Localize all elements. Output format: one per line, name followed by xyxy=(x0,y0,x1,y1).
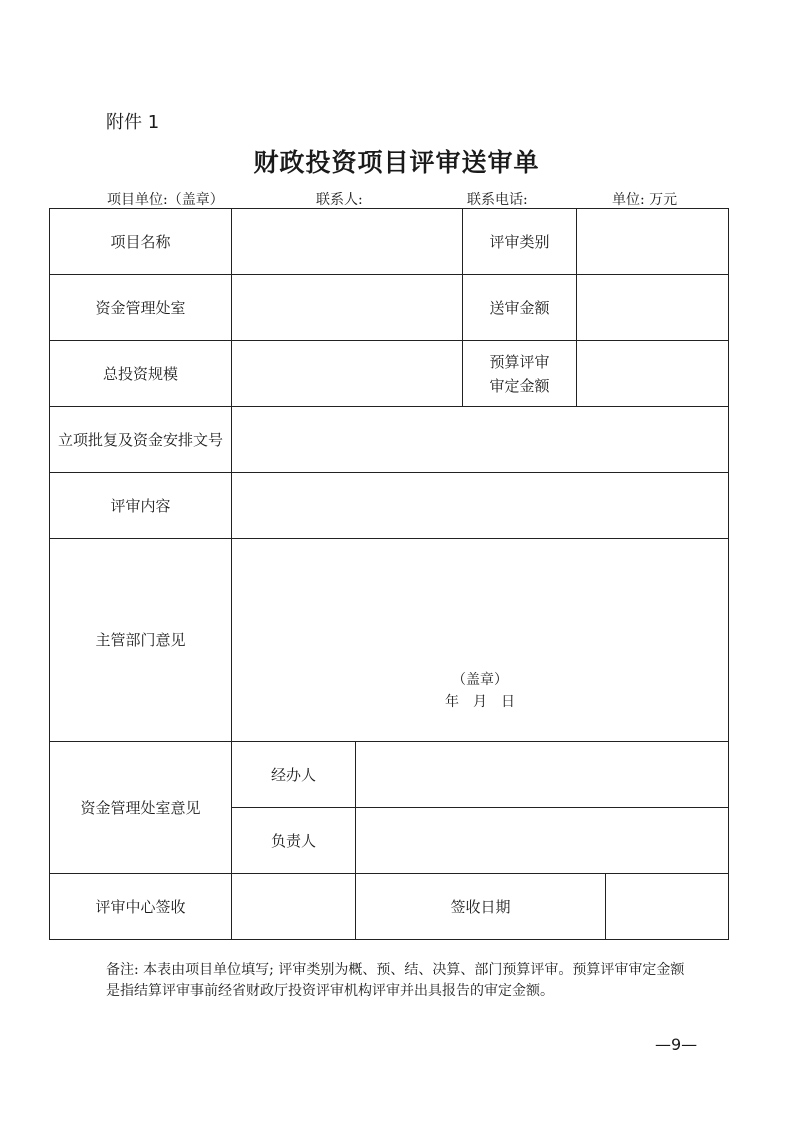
form-row xyxy=(50,742,729,808)
handler-label: 经办人 xyxy=(232,742,356,808)
fund-office-label: 资金管理处室 xyxy=(50,275,232,341)
responsible-label: 负责人 xyxy=(232,808,356,874)
center-sign-label: 评审中心签收 xyxy=(50,874,232,940)
form-row xyxy=(50,275,729,341)
form-row xyxy=(50,407,729,473)
handler-field[interactable] xyxy=(356,742,729,808)
fund-office-opinion-label: 资金管理处室意见 xyxy=(50,742,232,874)
page-number: —9— xyxy=(655,1035,698,1054)
project-name-label: 项目名称 xyxy=(50,209,232,275)
review-content-field[interactable] xyxy=(232,473,729,539)
total-investment-label: 总投资规模 xyxy=(50,341,232,407)
attachment-label: 附件 1 xyxy=(106,112,160,133)
approval-doc-label: 立项批复及资金安排文号 xyxy=(50,407,232,473)
total-investment-field[interactable] xyxy=(232,341,463,407)
date-label: 年 月 日 xyxy=(445,694,515,710)
responsible-field[interactable] xyxy=(356,808,729,874)
budget-review-amount-label xyxy=(463,341,577,407)
fund-office-field[interactable] xyxy=(232,275,463,341)
sign-date-label: 签收日期 xyxy=(356,874,606,940)
sign-date-field[interactable] xyxy=(606,874,729,940)
review-category-label: 评审类别 xyxy=(463,209,577,275)
budget-review-line1: 预算评审 xyxy=(489,352,550,371)
review-content-label: 评审内容 xyxy=(50,473,232,539)
form-row xyxy=(50,473,729,539)
submitted-amount-label: 送审金额 xyxy=(463,275,577,341)
page-title: 财政投资项目评审送审单 xyxy=(253,148,540,177)
review-submission-form xyxy=(49,208,729,940)
footnote: 备注: 本表由项目单位填写; 评审类别为概、预、结、决算、部门预算评审。预算评审审定金额是指结算评审事前经省财政厅投资评审机构评审并出具报告的审定金额。 xyxy=(106,962,685,999)
center-sign-field[interactable] xyxy=(232,874,356,940)
review-category-field[interactable] xyxy=(577,209,729,275)
currency-unit-label: 单位: 万元 xyxy=(612,192,678,208)
submitted-amount-field[interactable] xyxy=(577,275,729,341)
dept-opinion-label: 主管部门意见 xyxy=(50,539,232,742)
form-row xyxy=(50,874,729,940)
form-row xyxy=(50,539,729,742)
approval-doc-field[interactable] xyxy=(232,407,729,473)
project-name-field[interactable] xyxy=(232,209,463,275)
budget-review-line2: 审定金额 xyxy=(489,376,550,395)
dept-opinion-field[interactable] xyxy=(232,539,729,742)
form-row xyxy=(50,209,729,275)
contact-label: 联系人: xyxy=(316,192,363,208)
phone-label: 联系电话: xyxy=(467,192,528,208)
seal-label: （盖章） xyxy=(452,672,508,688)
form-row xyxy=(50,341,729,407)
budget-review-amount-field[interactable] xyxy=(577,341,729,407)
project-unit-label: 项目单位:（盖章） xyxy=(107,192,224,208)
